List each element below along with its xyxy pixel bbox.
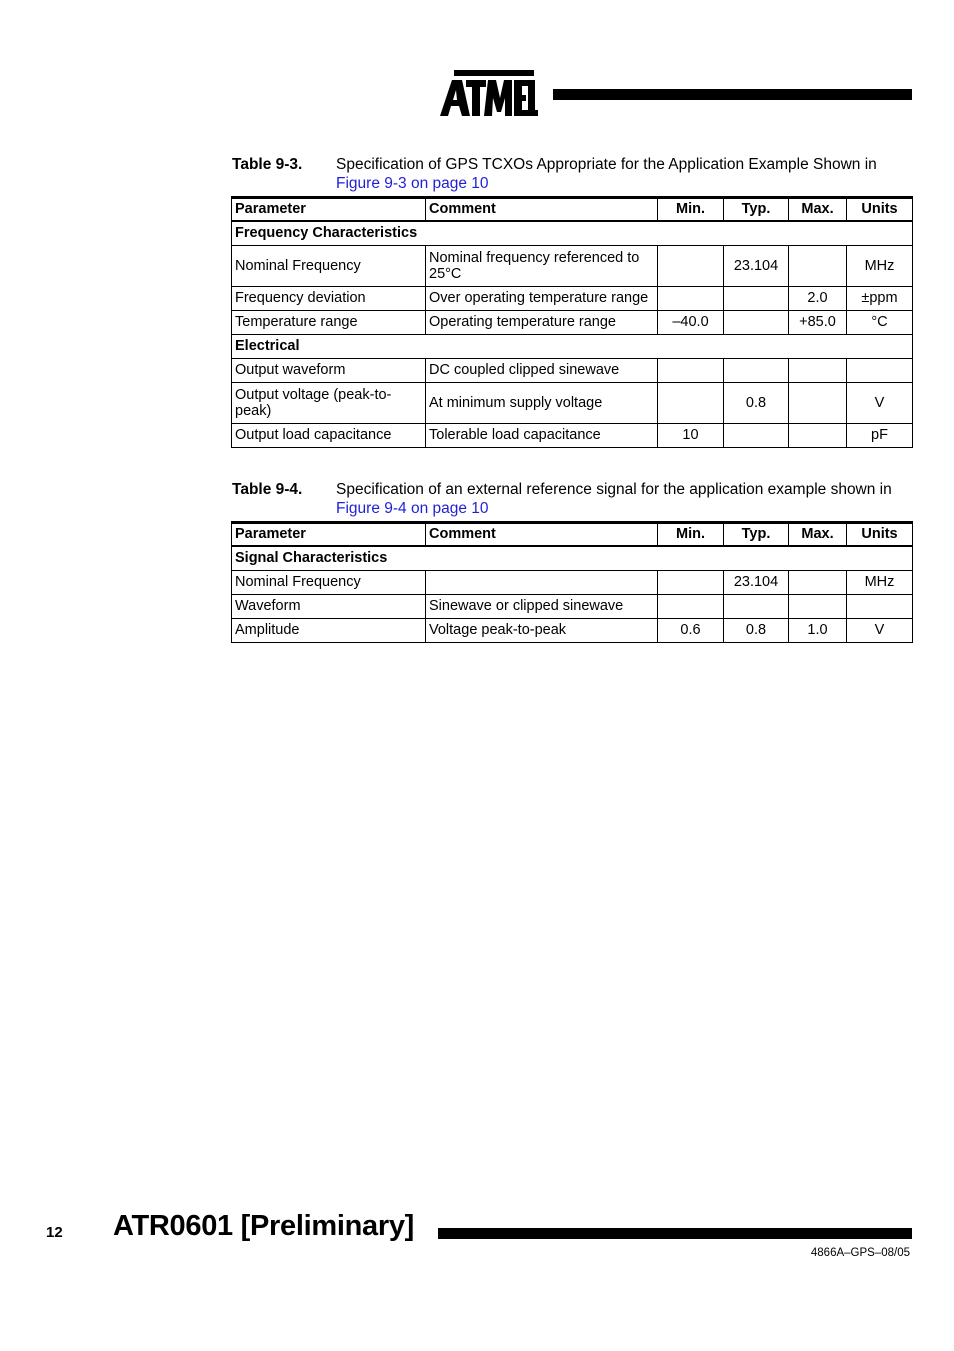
comment-cell: Operating temperature range [426, 311, 658, 335]
units-cell: MHz [847, 246, 913, 287]
min-cell: –40.0 [658, 311, 724, 335]
parameter-cell: Amplitude [232, 619, 426, 643]
column-header: Max. [789, 198, 847, 222]
section-row [232, 335, 913, 359]
column-header: Parameter [232, 198, 426, 222]
table-title: Specification of an external reference signal for the application example shown in [336, 481, 892, 498]
page-number: 12 [46, 1224, 63, 1241]
column-header: Min. [658, 523, 724, 547]
parameter-cell: Frequency deviation [232, 287, 426, 311]
table-label: Table 9-3. [232, 156, 303, 173]
typ-cell: 23.104 [724, 246, 789, 287]
column-header: Units [847, 523, 913, 547]
section-title: Signal Characteristics [232, 546, 913, 571]
parameter-cell: Nominal Frequency [232, 571, 426, 595]
header-rule [553, 89, 912, 100]
table-header-row [232, 523, 913, 547]
table-row [232, 311, 913, 335]
typ-cell [724, 287, 789, 311]
max-cell [789, 359, 847, 383]
parameter-cell: Temperature range [232, 311, 426, 335]
typ-cell [724, 359, 789, 383]
typ-cell: 0.8 [724, 619, 789, 643]
table-label: Table 9-4. [232, 481, 303, 498]
table-row [232, 571, 913, 595]
table-row [232, 383, 913, 424]
max-cell: +85.0 [789, 311, 847, 335]
column-header: Units [847, 198, 913, 222]
parameter-cell: Output load capacitance [232, 424, 426, 448]
units-cell: MHz [847, 571, 913, 595]
max-cell [789, 424, 847, 448]
registered-mark: ® [530, 108, 536, 117]
section-row [232, 221, 913, 246]
spec-table-9-4 [231, 521, 913, 643]
comment-cell: DC coupled clipped sinewave [426, 359, 658, 383]
units-cell [847, 595, 913, 619]
comment-cell: Sinewave or clipped sinewave [426, 595, 658, 619]
column-header: Typ. [724, 198, 789, 222]
document-code: 4866A–GPS–08/05 [810, 1247, 910, 1259]
min-cell [658, 595, 724, 619]
comment-cell [426, 571, 658, 595]
units-cell: °C [847, 311, 913, 335]
table-row [232, 287, 913, 311]
column-header: Typ. [724, 523, 789, 547]
table-row [232, 246, 913, 287]
comment-cell: Over operating temperature range [426, 287, 658, 311]
column-header: Min. [658, 198, 724, 222]
table-title: Specification of GPS TCXOs Appropriate for the Application Example Shown in [336, 156, 877, 173]
comment-cell: Tolerable load capacitance [426, 424, 658, 448]
comment-cell: Nominal frequency referenced to 25°C [426, 246, 658, 287]
max-cell [789, 246, 847, 287]
min-cell [658, 359, 724, 383]
table-row [232, 424, 913, 448]
column-header: Parameter [232, 523, 426, 547]
section-title: Electrical [232, 335, 913, 359]
max-cell [789, 571, 847, 595]
column-header: Max. [789, 523, 847, 547]
typ-cell [724, 311, 789, 335]
units-cell: pF [847, 424, 913, 448]
min-cell [658, 246, 724, 287]
column-header: Comment [426, 523, 658, 547]
parameter-cell: Output voltage (peak-to-peak) [232, 383, 426, 424]
column-header: Comment [426, 198, 658, 222]
footer-rule [438, 1228, 912, 1239]
atmel-logo [438, 68, 540, 120]
table-row [232, 619, 913, 643]
typ-cell [724, 424, 789, 448]
section-title: Frequency Characteristics [232, 221, 913, 246]
min-cell: 0.6 [658, 619, 724, 643]
min-cell [658, 571, 724, 595]
min-cell: 10 [658, 424, 724, 448]
units-cell [847, 359, 913, 383]
figure-link[interactable]: Figure 9-4 on page 10 [336, 500, 489, 517]
table-row [232, 359, 913, 383]
typ-cell [724, 595, 789, 619]
units-cell: V [847, 383, 913, 424]
spec-table-9-3 [231, 196, 913, 448]
section-row [232, 546, 913, 571]
parameter-cell: Nominal Frequency [232, 246, 426, 287]
max-cell: 1.0 [789, 619, 847, 643]
table-header-row [232, 198, 913, 222]
units-cell: ±ppm [847, 287, 913, 311]
comment-cell: At minimum supply voltage [426, 383, 658, 424]
figure-link[interactable]: Figure 9-3 on page 10 [336, 175, 489, 192]
typ-cell: 0.8 [724, 383, 789, 424]
min-cell [658, 287, 724, 311]
typ-cell: 23.104 [724, 571, 789, 595]
max-cell: 2.0 [789, 287, 847, 311]
max-cell [789, 383, 847, 424]
document-title: ATR0601 [Preliminary] [113, 1210, 415, 1242]
comment-cell: Voltage peak-to-peak [426, 619, 658, 643]
units-cell: V [847, 619, 913, 643]
table-row [232, 595, 913, 619]
parameter-cell: Waveform [232, 595, 426, 619]
max-cell [789, 595, 847, 619]
min-cell [658, 383, 724, 424]
parameter-cell: Output waveform [232, 359, 426, 383]
